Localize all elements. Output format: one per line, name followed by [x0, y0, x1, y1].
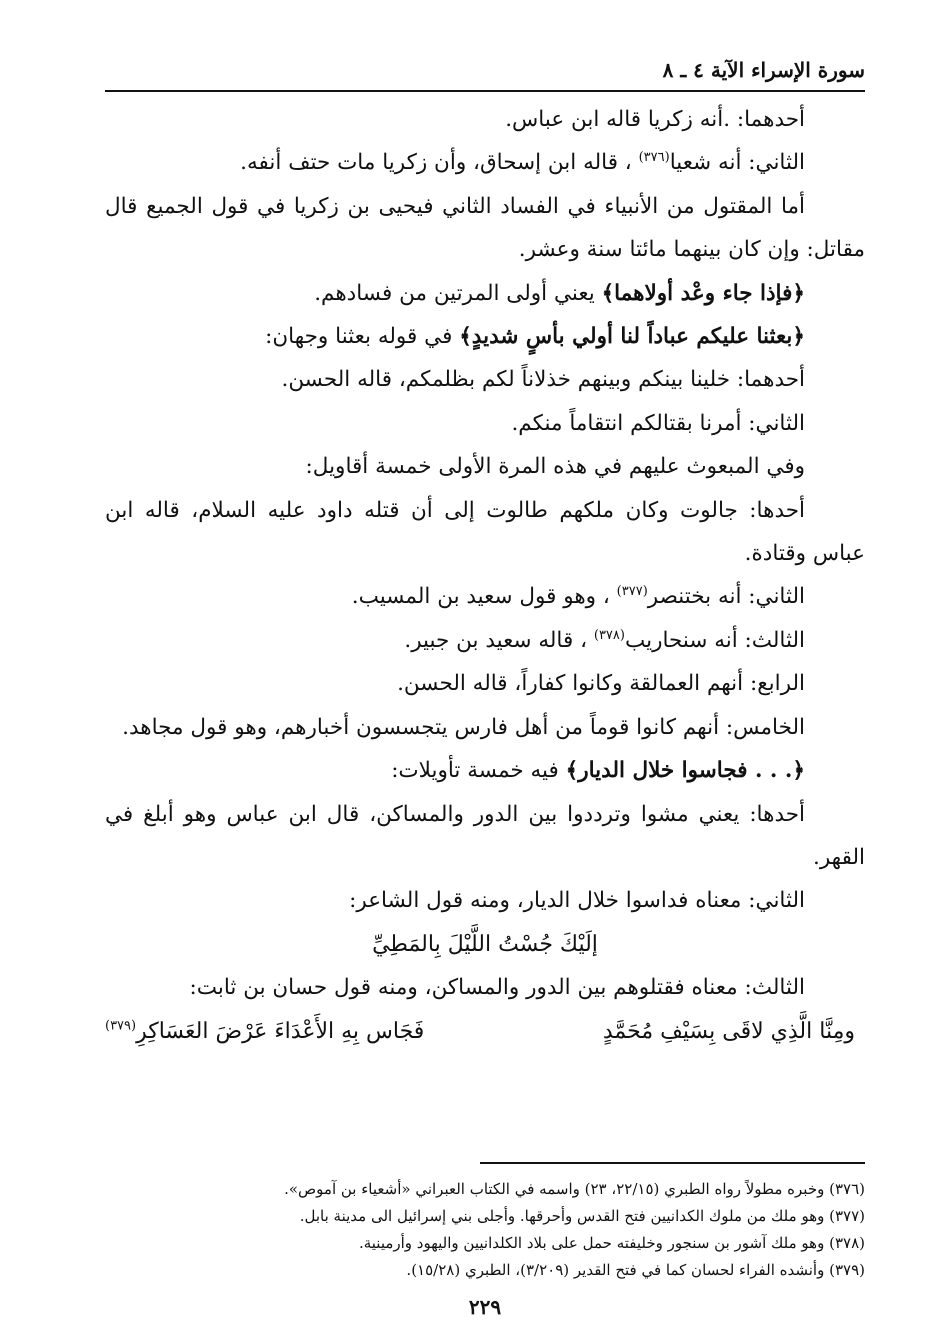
- running-header: سورة الإسراء الآية ٤ ـ ٨: [105, 50, 865, 92]
- line: الثالث: معناه فقتلوهم بين الدور والمساكن، ومنه قول حسان بن ثابت:: [189, 975, 805, 1001]
- footnote-ref[interactable]: (٣٧٨): [593, 627, 625, 643]
- line: الثاني: أمرنا بقتالكم انتقاماً منكم.: [511, 410, 805, 436]
- text: فيه خمسة تأويلات:: [391, 758, 559, 784]
- line: [105, 749, 865, 792]
- footnote: (٣٧٦) وخبره مطولاً رواه الطبري (٢٢/١٥، ٢٣) واسمه في الكتاب العبراني «أشعياء بن آموص».: [284, 1180, 865, 1198]
- footnote-ref[interactable]: (٣٧٧): [616, 584, 648, 600]
- quran-quote: ﴿بعثنا عليكم عباداً لنا أولي بأسٍ شديدٍ﴾: [459, 324, 805, 350]
- hemistich-first: ومِنَّا الَّذِي لاقَى بِسَيْفِ مُحَمَّدٍ: [602, 1018, 855, 1044]
- hemistich-second: [105, 1010, 424, 1053]
- text: في قوله بعثنا وجهان:: [265, 324, 453, 350]
- main-text: [105, 98, 865, 1053]
- text: ، قاله ابن إسحاق، وأن زكريا مات حتف أنفه.: [240, 150, 632, 176]
- text: الثالث: أنه سنحاريب: [624, 627, 805, 653]
- quran-quote: ﴿. . . فجاسوا خلال الديار﴾: [565, 758, 805, 784]
- paragraph: أما المقتول من الأنبياء في الفساد الثاني فيحيى بن زكريا في قول الجميع قال مقاتل: وإن كان بينهما مائتا سنة وعشر.: [105, 193, 865, 263]
- text: ، وهو قول سعيد بن المسيب.: [351, 584, 610, 610]
- poetry-couplet: [105, 1010, 865, 1053]
- line: [105, 272, 865, 315]
- line: الثاني: معناه فداسوا خلال الديار، ومنه قول الشاعر:: [349, 888, 805, 914]
- text: الثاني: أنه بختنصر: [647, 584, 805, 610]
- footnote: (٣٧٧) وهو ملك من ملوك الكدانيين فتح القدس وأحرقها. وأجلى بني إسرائيل الى مدينة بابل.: [299, 1207, 865, 1225]
- paragraph: أحدها: يعني مشوا وترددوا بين الدور والمساكن، قال ابن عباس وهو أبلغ في القهر.: [105, 801, 865, 870]
- page-number: ٢٢٩: [468, 1295, 502, 1319]
- text: فَجَاس بِهِ الأَعْدَاءَ عَرْضَ العَسَاكِرِ: [136, 1018, 425, 1044]
- line: [105, 575, 865, 618]
- footnotes: [105, 1176, 865, 1284]
- footnote-ref[interactable]: (٣٧٩): [105, 1018, 137, 1034]
- poetry-line: إلَيْكَ جُسْتُ اللَّيْلَ بِالمَطِيِّ: [372, 931, 598, 957]
- line: أحدهما: .أنه زكريا قاله ابن عباس.: [505, 107, 805, 132]
- footnote: (٣٧٨) وهو ملك آشور بن سنجور وخليفته حمل على بلاد الكلدانيين واليهود وأرمينية.: [358, 1234, 865, 1252]
- paragraph: أحدها: جالوت وكان ملكهم طالوت إلى أن قتله داود عليه السلام، قاله ابن عباس وقتادة.: [105, 497, 865, 567]
- line: [105, 619, 865, 662]
- footnote-ref[interactable]: (٣٧٦): [638, 150, 670, 166]
- footnote: (٣٧٩) وأنشده الفراء لحسان كما في فتح القدير (٣/٢٠٩)، الطبري (١٥/٢٨).: [406, 1261, 865, 1279]
- book-page: [105, 50, 865, 1330]
- text: يعني أولى المرتين من فسادهم.: [314, 280, 595, 306]
- line: أحدهما: خلينا بينكم وبينهم خذلاناً لكم بظلمكم، قاله الحسن.: [281, 367, 805, 393]
- quran-quote: ﴿فإذا جاء وعْد أولاهما﴾: [601, 280, 805, 306]
- line: [105, 315, 865, 358]
- line: الرابع: أنهم العمالقة وكانوا كفاراً، قاله الحسن.: [397, 671, 805, 697]
- text: ، قاله سعيد بن جبير.: [404, 627, 588, 653]
- line: [105, 141, 865, 184]
- text: الثاني: أنه شعيا: [669, 150, 805, 176]
- footnote-divider: [480, 1162, 865, 1164]
- line: وفي المبعوث عليهم في هذه المرة الأولى خمسة أقاويل:: [305, 454, 805, 480]
- paragraph: الخامس: أنهم كانوا قوماً من أهل فارس يتجسسون أخبارهم، وهو قول مجاهد.: [122, 714, 805, 740]
